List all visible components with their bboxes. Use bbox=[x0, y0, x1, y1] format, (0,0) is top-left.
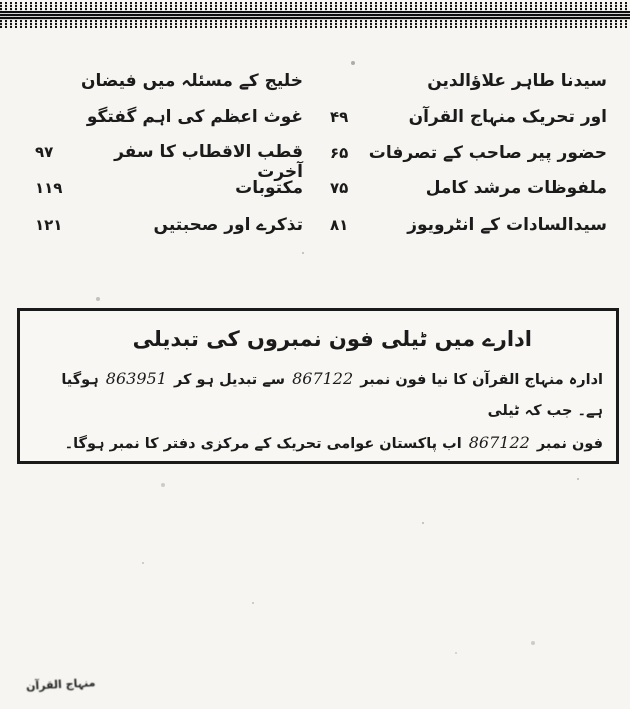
notice-text-segment: سے تبدیل ہو کر bbox=[173, 372, 286, 388]
toc-entry bbox=[330, 178, 607, 214]
publisher-imprint: منہاج القرآن bbox=[25, 676, 96, 693]
toc-entry bbox=[330, 70, 607, 106]
notice-text-segment: ادارہ منہاج القرآن کا نیا فون نمبر bbox=[360, 372, 603, 388]
scan-noise bbox=[0, 0, 2, 2]
notice-body bbox=[33, 363, 603, 460]
old-phone-number: 867122 bbox=[292, 369, 354, 388]
toc-entry bbox=[35, 70, 303, 106]
toc-right-column bbox=[330, 70, 607, 250]
page-number: ۸۱ bbox=[330, 216, 349, 234]
toc-entry-title: سیدنا طاہر علاؤالدین bbox=[427, 71, 607, 91]
notice-text-segment: ہوگیا ہے۔ جب کہ ٹیلی bbox=[61, 372, 603, 419]
toc-entry-title: قطب الاقطاب کا سفر آخرت bbox=[114, 142, 303, 182]
toc-entry bbox=[35, 142, 303, 182]
page-number: ۷۵ bbox=[330, 179, 349, 197]
toc-entry bbox=[35, 106, 303, 142]
toc-entry bbox=[35, 178, 303, 214]
page-number: ۶۵ bbox=[330, 144, 349, 162]
notice-title: ادارے میں ٹیلی فون نمبروں کی تبدیلی bbox=[132, 327, 532, 351]
notice-text-segment: فون نمبر bbox=[536, 436, 603, 452]
toc-entry-title: ملفوظات مرشد کامل bbox=[425, 178, 607, 198]
phone-change-notice-box bbox=[17, 308, 619, 464]
page-number: ۱۲۱ bbox=[35, 216, 63, 234]
toc-entry-title: سیدالسادات کے انٹرویوز bbox=[407, 215, 607, 235]
toc-entry-title: تذکرے اور صحبتیں bbox=[153, 215, 303, 235]
scan-edge-artifact bbox=[0, 2, 630, 28]
toc-entry bbox=[330, 106, 607, 142]
table-of-contents bbox=[0, 70, 630, 270]
page-number: ۱۱۹ bbox=[35, 179, 63, 197]
page-number: ۴۹ bbox=[330, 108, 349, 126]
toc-entry bbox=[330, 142, 607, 178]
toc-entry-title: غوث اعظم کی اہم گفتگو bbox=[86, 107, 303, 127]
toc-left-column bbox=[35, 70, 303, 250]
toc-entry bbox=[330, 214, 607, 250]
page-number: ۹۷ bbox=[35, 143, 54, 161]
new-phone-number: 863951 bbox=[105, 369, 167, 388]
toc-entry-title: مکتوبات bbox=[235, 178, 303, 198]
toc-entry bbox=[35, 214, 303, 250]
old-phone-number-repeat: 867122 bbox=[468, 433, 530, 452]
toc-entry-title: اور تحریک منہاج القرآن bbox=[408, 107, 607, 127]
toc-entry-title: حضور پیر صاحب کے تصرفات bbox=[368, 143, 607, 163]
notice-text-segment: اب پاکستان عوامی تحریک کے مرکزی دفتر کا نمبر ہوگا۔ bbox=[64, 436, 462, 452]
toc-entry-title: خلیج کے مسئلہ میں فیضان bbox=[80, 71, 303, 91]
